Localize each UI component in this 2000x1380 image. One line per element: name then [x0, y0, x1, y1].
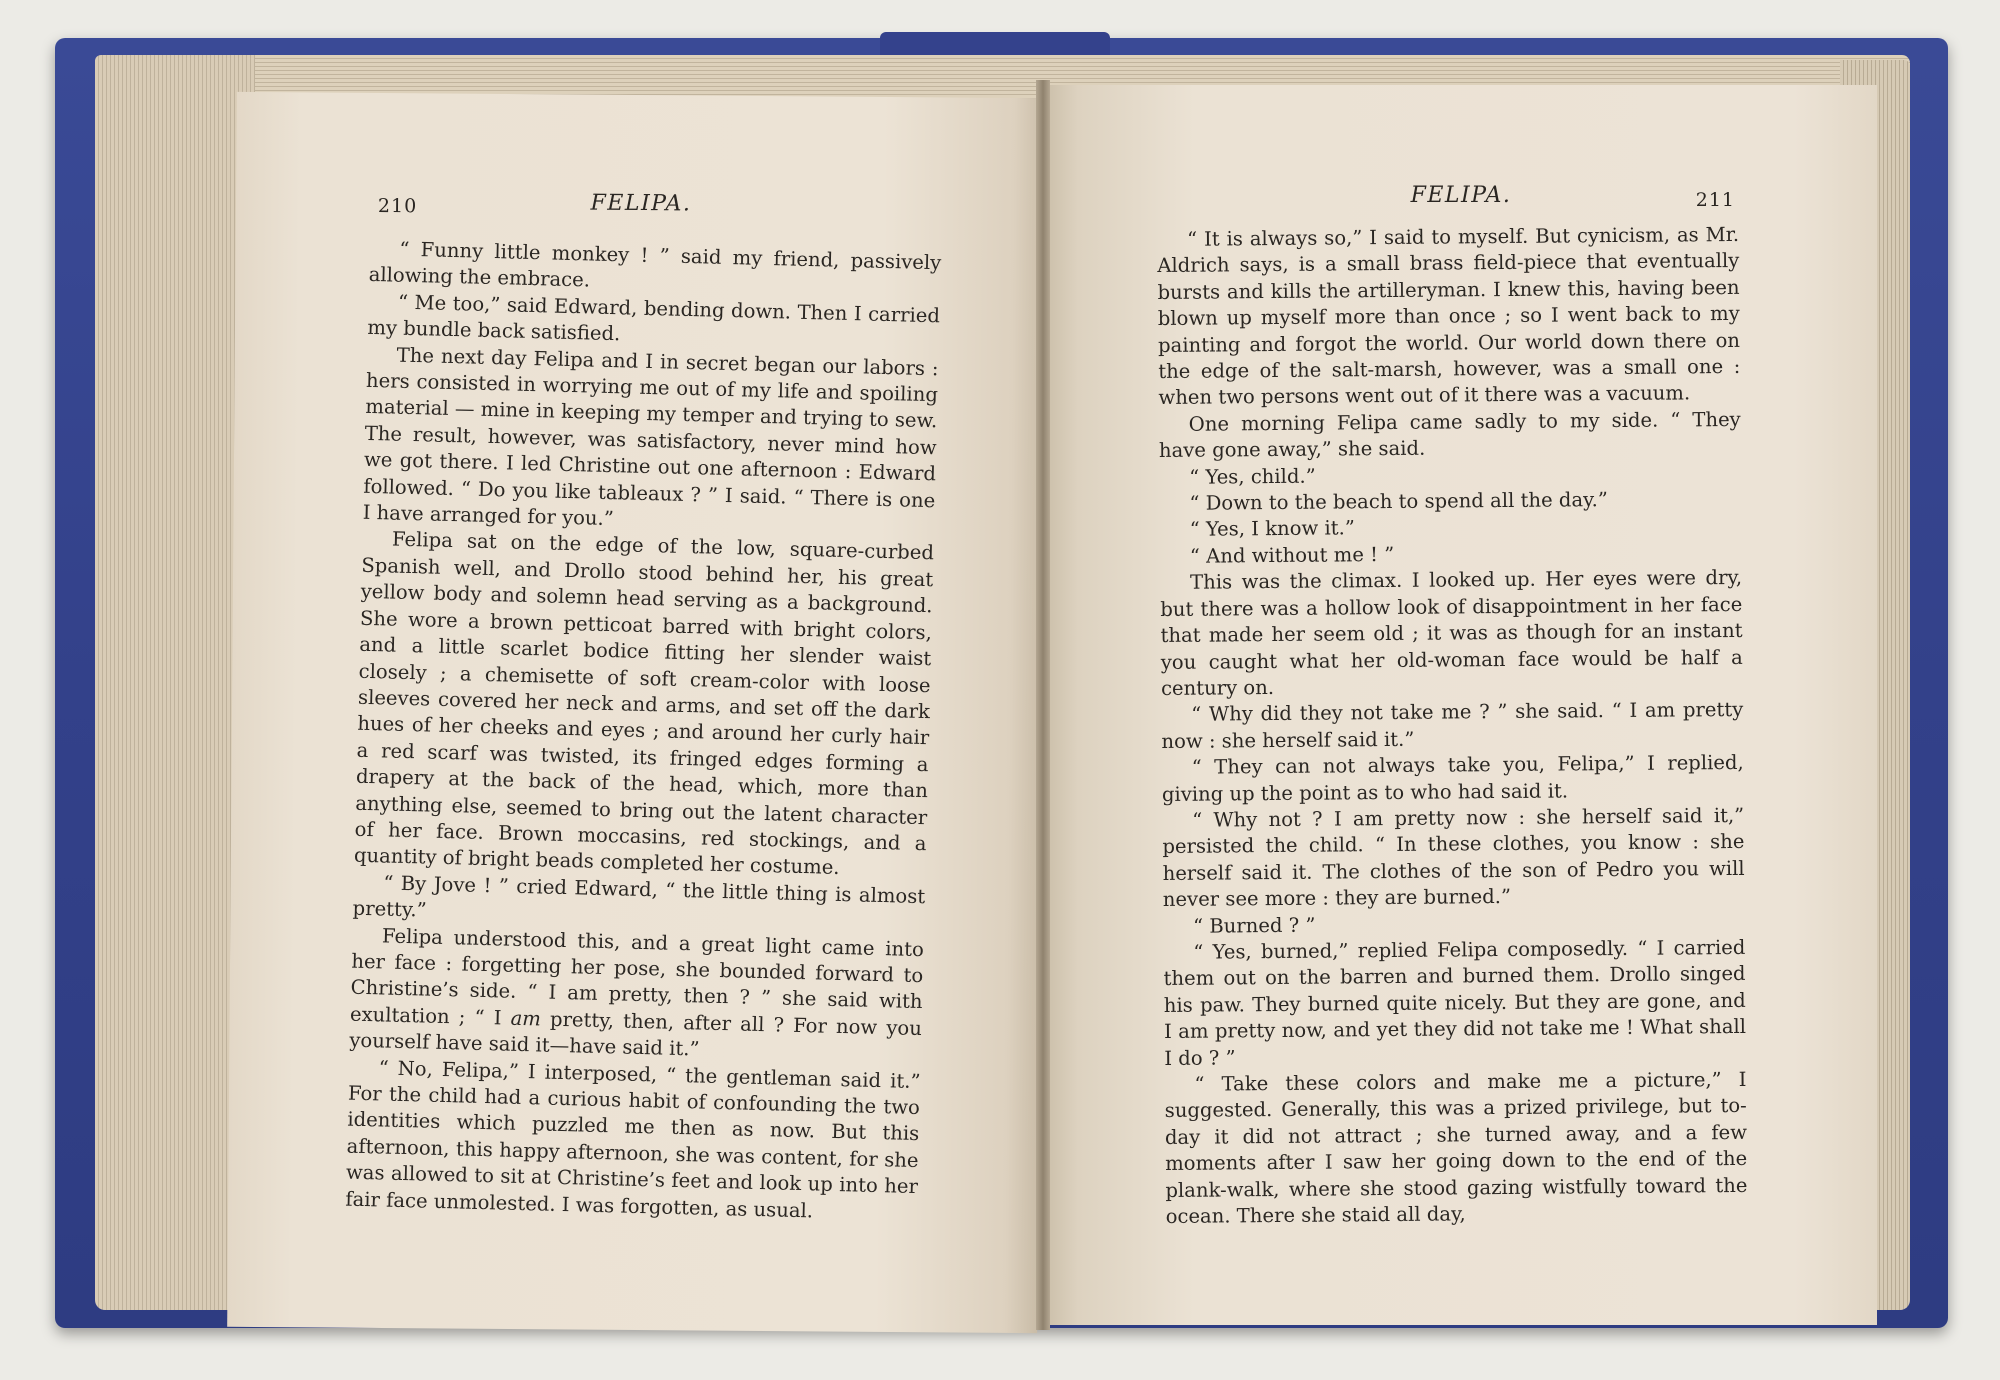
page-number: 210	[377, 194, 418, 218]
page-number: 211	[1695, 189, 1735, 211]
paragraph: One morning Felipa came sadly to my side. “ They have gone away,” she said.	[1158, 407, 1741, 463]
paragraph: “ Why not ? I am pretty now : she herself said it,” persisted the child. “ In these clothes, you know : she herself said it. The clothes of the son of Pedro you will never see more : they are burned.”	[1162, 803, 1745, 912]
page-text	[345, 236, 942, 1227]
paragraph: “ By Jove ! ” cried Edward, “ the little thing is almost pretty.”	[352, 871, 926, 922]
running-title: FELIPA.	[1410, 183, 1512, 208]
paragraph: “ Funny little monkey ! ” said my friend, passively allowing the embrace.	[368, 237, 942, 292]
right-page-header	[1045, 183, 1877, 223]
paragraph: Felipa sat on the edge of the low, square-curbed Spanish well, and Drollo stood behind her, his great yellow body and solemn head serving as a background. She wore a brown petticoat barred with bright colors, and a little scarlet bodice fitting her slender waist closely ; a chemisette of soft cream-color with loose sleeves covered her neck and arms, and set off the dark hues of her cheeks and eyes ; and around her curly hair a red scarf was twisted, its fringed edges forming a drapery at the back of the head, which, more than anything else, seemed to bring out the latent character of her face. Brown moccasins, red stockings, and a quantity of bright beads completed her costume.	[353, 528, 935, 880]
paragraph: “ Why did they not take me ? ” she said. “ I am pretty now : she herself said it.”	[1161, 698, 1744, 753]
left-page-header	[236, 188, 1046, 234]
italic-word: am	[510, 1006, 542, 1031]
left-page	[227, 92, 1047, 1333]
paragraph: The next day Felipa and I in secret began our labors : hers consisted in worrying me out of my life and spoiling material — mine in keeping my temper and trying to sew. The result, however, was satisfactory, never mind how we got there. I led Christine out one afternoon : Edward followed. “ Do you like tableaux ? ” I said. “ There is one I have arranged for you.”	[362, 343, 939, 531]
paragraph: “ And without me ! ”	[1189, 542, 1395, 568]
paragraph: “ Yes, burned,” replied Felipa composedly. “ I carried them out on the barren and burned them. Drollo singed his paw. They burned quite nicely. But they are gone, and I am pretty now, and yet they did not take me ! What shall I do ? ”	[1163, 935, 1747, 1070]
paragraph: “ Burned ? ”	[1192, 913, 1316, 938]
paragraph: “ It is always so,” I said to myself. But cynicism, as Mr. Aldrich says, is a small brass field-piece that eventually bursts and kills the artilleryman. I knew this, having been blown up myself more than once ; so I went back to my painting and forgot the world. Our world down there on the edge of the salt-marsh, however, was a small one : when two persons went out of it there was a vacuum.	[1157, 222, 1741, 410]
paragraph: “ They can not always take you, Felipa,” I replied, giving up the point as to who had said it.	[1161, 751, 1744, 806]
paragraph: “ Yes, I know it.”	[1189, 516, 1355, 542]
paragraph: “ Yes, child.”	[1189, 464, 1316, 489]
book-gutter	[1036, 80, 1050, 1330]
right-page	[1045, 85, 1877, 1325]
paragraph: “ Me too,” said Edward, bending down. Then I carried my bundle back satisfied.	[367, 290, 941, 346]
text-run: pretty, then, after all ? For now you yourself have said it—have said it.”	[349, 1007, 923, 1061]
running-title: FELIPA.	[590, 190, 692, 217]
paragraph: This was the climax. I looked up. Her eyes were dry, but there was a hollow look of disappointment in her face that made her seem old ; it was as though for an instant you caught what her old-woman face would be half a century on.	[1160, 566, 1743, 700]
text-run: Felipa understood this, and a great light came into her face : forgetting her pose, she bounded forward to Christine’s side. “ I am pretty, then ? ” she said with exultation ; “ I	[349, 923, 925, 1030]
paragraph: “ Take these colors and make me a picture,” I suggested. Generally, this was a prized privilege, but to-day it did not attract ; she turned away, and a few moments after I saw her going down to the end of the plank-walk, where she stood gazing wistfully toward the ocean. There she staid all day,	[1164, 1067, 1748, 1228]
paragraph	[349, 922, 924, 1068]
page-text	[1157, 222, 1748, 1230]
paragraph: “ No, Felipa,” I interposed, “ the gentleman said it.” For the child had a curious habit of confounding the two identities which puzzled me then as now. But this afternoon, this happy afternoon, she was content, for she was allowed to sit at Christine’s feet and look up into her fair face unmolested. I was forgotten, as usual.	[345, 1055, 921, 1223]
paragraph: “ Down to the beach to spend all the day.”	[1189, 488, 1608, 515]
